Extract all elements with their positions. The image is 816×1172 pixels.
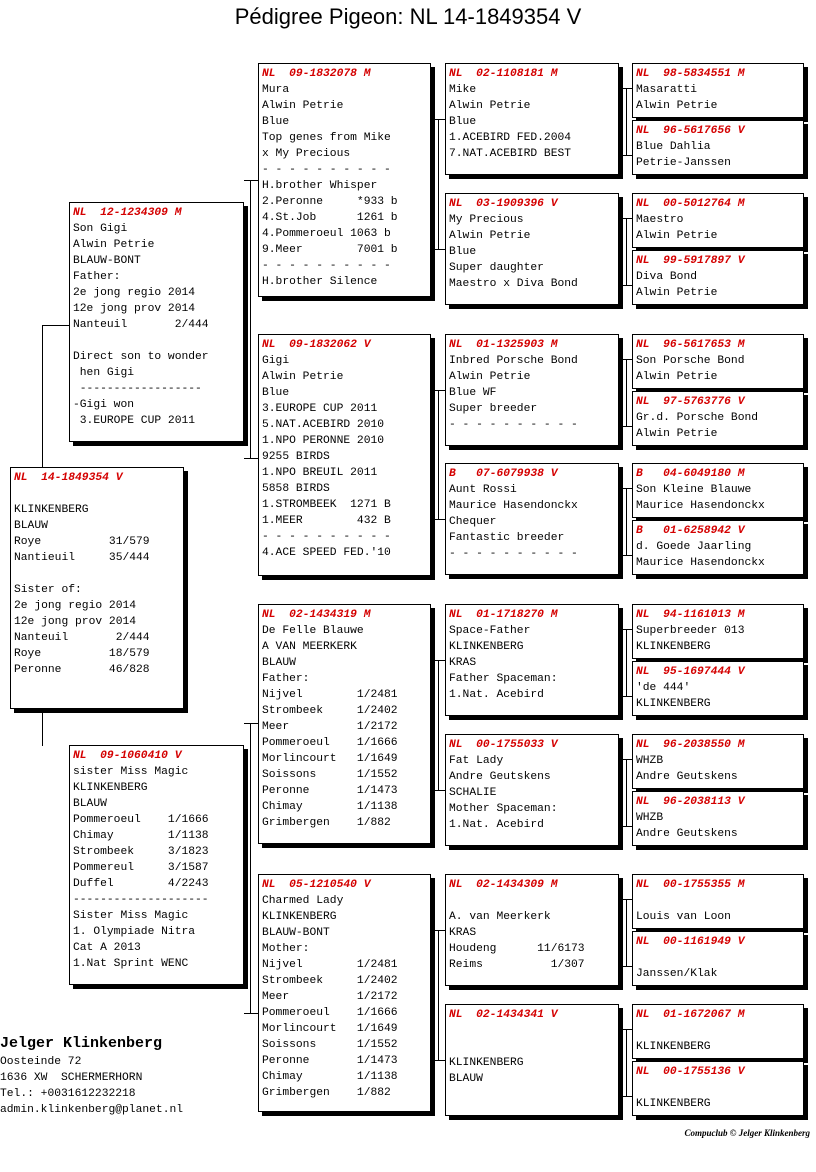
card-line: sister Miss Magic <box>73 766 189 778</box>
card-line: BLAUW <box>449 1073 483 1085</box>
card-line: Houdeng 11/6173 <box>449 943 585 955</box>
connector-line <box>619 359 632 360</box>
card-line: Son Gigi <box>73 223 128 235</box>
card-line: Chimay 1/1138 <box>262 801 398 813</box>
ring-number: NL 09-1832078 M <box>262 68 371 80</box>
card-line: Mother: <box>262 943 310 955</box>
card-line: Grimbergen 1/882 <box>262 817 391 829</box>
card-line: Alwin Petrie <box>449 371 531 383</box>
card-line <box>14 566 180 582</box>
ring-number: NL 00-1755136 V <box>636 1066 745 1078</box>
card-line: 1.NPO BREUIL 2011 <box>262 467 378 479</box>
ring-number: NL 96-2038113 V <box>636 796 745 808</box>
card-line: ------------------ <box>73 383 202 395</box>
card-line: Superbreeder 013 <box>636 625 745 637</box>
ring-number: NL 01-1672067 M <box>636 1009 745 1021</box>
card-line: KLINKENBERG <box>636 698 711 710</box>
connector-line <box>619 696 632 697</box>
card-line: Peronne 1/1473 <box>262 1055 398 1067</box>
card-line: Nanteuil 2/444 <box>14 632 150 644</box>
connector-line <box>619 285 632 286</box>
card-line: Andre Geutskens <box>449 771 551 783</box>
card-line: A. van Meerkerk <box>449 911 551 923</box>
card-line: 9.Meer 7001 b <box>262 244 398 256</box>
connector-line <box>244 723 258 724</box>
subject-card[interactable] <box>10 467 184 709</box>
card-line: Nanteuil 2/444 <box>73 319 209 331</box>
card-line: WHZB <box>636 755 664 767</box>
card-line: 12e jong prov 2014 <box>14 616 137 628</box>
great-grandparent-card[interactable] <box>445 193 619 305</box>
connector-line <box>250 180 251 458</box>
card-line <box>636 1023 800 1039</box>
card-line: Louis van Loon <box>636 911 731 923</box>
card-line: Maurice Hasendonckx <box>636 557 765 569</box>
card-line: Masaratti <box>636 84 698 96</box>
ring-number: NL 02-1434309 M <box>449 879 558 891</box>
card-line: Pommeroeul 1/1666 <box>262 737 398 749</box>
card-line: Super daughter <box>449 262 544 274</box>
card-line: Alwin Petrie <box>636 371 718 383</box>
connector-line <box>619 826 632 827</box>
card-line: Strombeek 1/2402 <box>262 705 398 717</box>
card-line: Alwin Petrie <box>449 100 531 112</box>
card-line: Andre Geutskens <box>636 771 738 783</box>
card-line: Blue Dahlia <box>636 141 711 153</box>
card-line: hen Gigi <box>73 367 135 379</box>
ring-number: NL 00-1755355 M <box>636 879 745 891</box>
connector-line <box>438 930 439 1060</box>
card-line: KLINKENBERG <box>73 782 148 794</box>
connector-line <box>619 555 632 556</box>
connector-line <box>244 1013 258 1014</box>
card-line: Alwin Petrie <box>636 428 718 440</box>
connector-line <box>431 249 445 250</box>
ancestor-card[interactable] <box>632 334 804 389</box>
page-title: Pédigree Pigeon: NL 14-1849354 V <box>234 4 582 29</box>
card-line: Alwin Petrie <box>73 239 155 251</box>
connector-line <box>626 1029 627 1096</box>
card-line: - - - - - - - - - - <box>449 548 578 560</box>
card-line: Peronne 1/1473 <box>262 785 398 797</box>
card-line: Alwin Petrie <box>262 371 344 383</box>
card-line <box>449 893 615 909</box>
card-line: KLINKENBERG <box>449 641 524 653</box>
card-line: Mike <box>449 84 477 96</box>
connector-line <box>619 426 632 427</box>
connector-line <box>431 519 445 520</box>
ring-number: B 01-6258942 V <box>636 525 745 537</box>
card-line: Peronne 46/828 <box>14 664 150 676</box>
card-line: Top genes from Mike <box>262 132 391 144</box>
owner-phone: Tel.: +0031612232218 <box>0 1088 136 1100</box>
card-line: - - - - - - - - - - <box>262 531 391 543</box>
connector-line <box>431 930 445 931</box>
connector-line <box>619 629 632 630</box>
card-line: Son Porsche Bond <box>636 355 745 367</box>
card-line: BLAUW <box>73 798 107 810</box>
ancestor-card[interactable] <box>632 63 804 118</box>
card-line: Cat A 2013 <box>73 942 141 954</box>
ancestor-card[interactable] <box>632 120 804 175</box>
card-line: Nijvel 1/2481 <box>262 959 398 971</box>
card-line: 1. Olympiade Nitra <box>73 926 196 938</box>
card-line: De Felle Blauwe <box>262 625 364 637</box>
card-line: Inbred Porsche Bond <box>449 355 578 367</box>
card-line: Morlincourt 1/1649 <box>262 1023 398 1035</box>
ring-number: NL 96-5617656 V <box>636 125 745 137</box>
owner-address-line: 1636 XW SCHERMERHORN <box>0 1072 143 1084</box>
ring-number: NL 02-1434319 M <box>262 609 371 621</box>
great-grandparent-card[interactable] <box>445 734 619 846</box>
card-line: Pommereul 3/1587 <box>73 862 209 874</box>
card-line: 2e jong regio 2014 <box>73 287 196 299</box>
connector-line <box>626 488 627 555</box>
card-line: Fantastic breeder <box>449 532 565 544</box>
card-line: 4.ACE SPEED FED.'10 <box>262 547 391 559</box>
card-line: Chimay 1/1138 <box>262 1071 398 1083</box>
owner-email[interactable]: admin.klinkenberg@planet.nl <box>0 1104 184 1116</box>
card-line: Direct son to wonder <box>73 351 209 363</box>
ring-number: NL 01-1718270 M <box>449 609 558 621</box>
ring-number: NL 01-1325903 M <box>449 339 558 351</box>
card-line: BLAUW <box>14 520 48 532</box>
ring-number: NL 96-2038550 M <box>636 739 745 751</box>
card-line <box>636 1080 800 1096</box>
card-line: Chimay 1/1138 <box>73 830 209 842</box>
ring-number: NL 96-5617653 M <box>636 339 745 351</box>
card-line: Blue WF <box>449 387 497 399</box>
card-line: 2.Peronne *933 b <box>262 196 398 208</box>
connector-line <box>626 359 627 426</box>
ring-number: NL 02-1434341 V <box>449 1009 558 1021</box>
card-line <box>449 1087 615 1103</box>
connector-line <box>619 218 632 219</box>
card-line: 5.NAT.ACEBIRD 2010 <box>262 419 385 431</box>
connector-line <box>619 1029 632 1030</box>
ring-number: NL 05-1210540 V <box>262 879 371 891</box>
connector-line <box>619 899 632 900</box>
card-line: 1.NPO PERONNE 2010 <box>262 435 385 447</box>
card-line: Blue <box>262 116 290 128</box>
connector-line <box>619 1096 632 1097</box>
card-line: Nijvel 1/2481 <box>262 689 398 701</box>
card-line: 7.NAT.ACEBIRD BEST <box>449 148 572 160</box>
card-line: A VAN MEERKERK <box>262 641 357 653</box>
card-line: Maurice Hasendonckx <box>449 500 578 512</box>
card-line: BLAUW <box>262 657 296 669</box>
ring-number: NL 09-1832062 V <box>262 339 371 351</box>
connector-line <box>626 759 627 826</box>
connector-line <box>619 88 632 89</box>
grandparent-card[interactable] <box>258 63 431 297</box>
connector-line <box>250 723 251 1013</box>
ring-number: NL 00-1755033 V <box>449 739 558 751</box>
card-line: Chequer <box>449 516 497 528</box>
card-line: Janssen/Klak <box>636 968 718 980</box>
card-line: Meer 1/2172 <box>262 721 398 733</box>
card-line: Roye 31/579 <box>14 536 150 548</box>
ancestor-card[interactable] <box>632 1061 804 1116</box>
great-grandparent-card[interactable] <box>445 874 619 986</box>
card-line: My Precious <box>449 214 524 226</box>
connector-line <box>626 218 627 285</box>
card-line <box>449 1023 615 1039</box>
card-line: Strombeek 3/1823 <box>73 846 209 858</box>
card-line: Super breeder <box>449 403 538 415</box>
ring-number: NL 09-1060410 V <box>73 750 182 762</box>
connector-line <box>42 325 70 326</box>
card-line: 12e jong prov 2014 <box>73 303 196 315</box>
connector-line <box>619 759 632 760</box>
card-line: Fat Lady <box>449 755 504 767</box>
card-line: 4.St.Job 1261 b <box>262 212 398 224</box>
card-line: Roye 18/579 <box>14 648 150 660</box>
owner-block <box>0 1034 183 1118</box>
card-line: SCHALIE <box>449 787 497 799</box>
connector-line <box>619 966 632 967</box>
card-line: KLINKENBERG <box>14 504 89 516</box>
card-line: Son Kleine Blauwe <box>636 484 752 496</box>
ring-number: NL 02-1108181 M <box>449 68 558 80</box>
card-line: 3.EUROPE CUP 2011 <box>73 415 196 427</box>
connector-line <box>619 155 632 156</box>
ring-number: NL 97-5763776 V <box>636 396 745 408</box>
card-line: Alwin Petrie <box>636 287 718 299</box>
connector-line <box>626 899 627 966</box>
mother-card[interactable] <box>69 745 244 985</box>
ancestor-card[interactable] <box>632 931 804 986</box>
ancestor-card[interactable] <box>632 463 804 518</box>
card-line: 4.Pommeroeul 1063 b <box>262 228 391 240</box>
ring-number: NL 94-1161013 M <box>636 609 745 621</box>
grandparent-card[interactable] <box>258 874 431 1112</box>
ancestor-card[interactable] <box>632 791 804 846</box>
card-line: 3.EUROPE CUP 2011 <box>262 403 378 415</box>
card-line: KLINKENBERG <box>636 641 711 653</box>
ring-number: NL 12-1234309 M <box>73 207 182 219</box>
ring-number: NL 95-1697444 V <box>636 666 745 678</box>
card-line: Maestro <box>636 214 684 226</box>
great-grandparent-card[interactable] <box>445 63 619 175</box>
connector-line <box>431 1060 445 1061</box>
card-line: 'de 444' <box>636 682 691 694</box>
card-line: H.brother Silence <box>262 276 378 288</box>
card-line: Maurice Hasendonckx <box>636 500 765 512</box>
card-line: 9255 BIRDS <box>262 451 330 463</box>
card-line: 5858 BIRDS <box>262 483 330 495</box>
card-line: 1.MEER 432 B <box>262 515 391 527</box>
ring-number: NL 00-1161949 V <box>636 936 745 948</box>
ancestor-card[interactable] <box>632 250 804 305</box>
ring-number: NL 99-5917897 V <box>636 255 745 267</box>
card-line: Strombeek 1/2402 <box>262 975 398 987</box>
card-line: Reims 1/307 <box>449 959 585 971</box>
card-line: Father: <box>73 271 121 283</box>
card-line <box>449 1039 615 1055</box>
connector-line <box>438 119 439 249</box>
card-line: Soissons 1/1552 <box>262 1039 398 1051</box>
card-line: -Gigi won <box>73 399 135 411</box>
card-line: 1.Nat. Acebird <box>449 689 544 701</box>
card-line: 1.Nat. Acebird <box>449 819 544 831</box>
connector-line <box>244 180 258 181</box>
connector-line <box>619 488 632 489</box>
card-line: Father Spaceman: <box>449 673 558 685</box>
card-line: Sister Miss Magic <box>73 910 189 922</box>
ring-number: NL 98-5834551 M <box>636 68 745 80</box>
ancestor-card[interactable] <box>632 1004 804 1059</box>
ancestor-card[interactable] <box>632 661 804 716</box>
card-line: Grimbergen 1/882 <box>262 1087 391 1099</box>
card-line: KLINKENBERG <box>636 1098 711 1110</box>
card-line: 1.STROMBEEK 1271 B <box>262 499 391 511</box>
card-line: Blue <box>262 387 290 399</box>
connector-line <box>438 660 439 790</box>
card-line: d. Goede Jaarling <box>636 541 752 553</box>
father-card[interactable] <box>69 202 244 442</box>
card-line: Meer 1/2172 <box>262 991 398 1003</box>
card-line: x My Precious <box>262 148 351 160</box>
great-grandparent-card[interactable] <box>445 1004 619 1116</box>
grandparent-card[interactable] <box>258 334 431 576</box>
connector-line <box>431 660 445 661</box>
ancestor-card[interactable] <box>632 734 804 789</box>
card-line: Pommeroeul 1/1666 <box>262 1007 398 1019</box>
card-line <box>73 333 240 349</box>
ring-number: NL 14-1849354 V <box>14 472 123 484</box>
great-grandparent-card[interactable] <box>445 334 619 446</box>
ring-number: NL 00-5012764 M <box>636 198 745 210</box>
ring-number: B 04-6049180 M <box>636 468 745 480</box>
card-line: Pommeroeul 1/1666 <box>73 814 209 826</box>
card-line: Alwin Petrie <box>262 100 344 112</box>
card-line: Duffel 4/2243 <box>73 878 209 890</box>
card-line: KLINKENBERG <box>636 1041 711 1053</box>
card-line: BLAUW-BONT <box>262 927 330 939</box>
card-line: Blue <box>449 246 477 258</box>
ring-number: B 07-6079938 V <box>449 468 558 480</box>
connector-line <box>431 119 445 120</box>
card-line: Mura <box>262 84 290 96</box>
ancestor-card[interactable] <box>632 604 804 659</box>
card-line <box>14 486 180 502</box>
card-line: Diva Bond <box>636 271 698 283</box>
connector-line <box>431 790 445 791</box>
card-line: Blue <box>449 116 477 128</box>
card-line: Alwin Petrie <box>449 230 531 242</box>
card-line: Soissons 1/1552 <box>262 769 398 781</box>
card-line: Alwin Petrie <box>636 100 718 112</box>
connector-line <box>244 458 258 459</box>
card-line: Father: <box>262 673 310 685</box>
card-line: KRAS <box>449 657 477 669</box>
connector-line <box>626 88 627 155</box>
card-line: 2e jong regio 2014 <box>14 600 137 612</box>
great-grandparent-card[interactable] <box>445 463 619 575</box>
card-line: BLAUW-BONT <box>73 255 141 267</box>
card-line: Maestro x Diva Bond <box>449 278 578 290</box>
card-line: WHZB <box>636 812 664 824</box>
ancestor-card[interactable] <box>632 520 804 575</box>
card-line: Charmed Lady <box>262 895 344 907</box>
card-line: Andre Geutskens <box>636 828 738 840</box>
card-line: KLINKENBERG <box>449 1057 524 1069</box>
ring-number: NL 03-1909396 V <box>449 198 558 210</box>
card-line: -------------------- <box>73 894 209 906</box>
card-line: Petrie-Janssen <box>636 157 731 169</box>
great-grandparent-card[interactable] <box>445 604 619 716</box>
card-line: Gr.d. Porsche Bond <box>636 412 759 424</box>
card-line: 1.ACEBIRD FED.2004 <box>449 132 572 144</box>
card-line: Aunt Rossi <box>449 484 517 496</box>
ancestor-card[interactable] <box>632 193 804 248</box>
card-line: Morlincourt 1/1649 <box>262 753 398 765</box>
card-line: - - - - - - - - - - <box>262 164 391 176</box>
card-line: Space-Father <box>449 625 531 637</box>
card-line: - - - - - - - - - - <box>449 419 578 431</box>
connector-line <box>431 390 445 391</box>
connector-line <box>42 709 43 746</box>
owner-address-line: Oosteinde 72 <box>0 1056 82 1068</box>
ancestor-card[interactable] <box>632 874 804 929</box>
card-line: Mother Spaceman: <box>449 803 558 815</box>
card-line: KLINKENBERG <box>262 911 337 923</box>
card-line: Gigi <box>262 355 290 367</box>
card-line: 1.Nat Sprint WENC <box>73 958 189 970</box>
card-line: Sister of: <box>14 584 82 596</box>
card-line: KRAS <box>449 927 477 939</box>
connector-line <box>438 390 439 519</box>
card-line: Nantieuil 35/444 <box>14 552 150 564</box>
grandparent-card[interactable] <box>258 604 431 844</box>
card-line: H.brother Whisper <box>262 180 378 192</box>
card-line: Alwin Petrie <box>636 230 718 242</box>
connector-line <box>42 325 43 467</box>
card-line <box>636 950 800 966</box>
card-line <box>636 893 800 909</box>
owner-name: Jelger Klinkenberg <box>0 1035 163 1052</box>
footer-credit: Compuclub © Jelger Klinkenberg <box>684 1128 810 1138</box>
connector-line <box>626 629 627 696</box>
card-line: - - - - - - - - - - <box>262 260 391 272</box>
ancestor-card[interactable] <box>632 391 804 446</box>
